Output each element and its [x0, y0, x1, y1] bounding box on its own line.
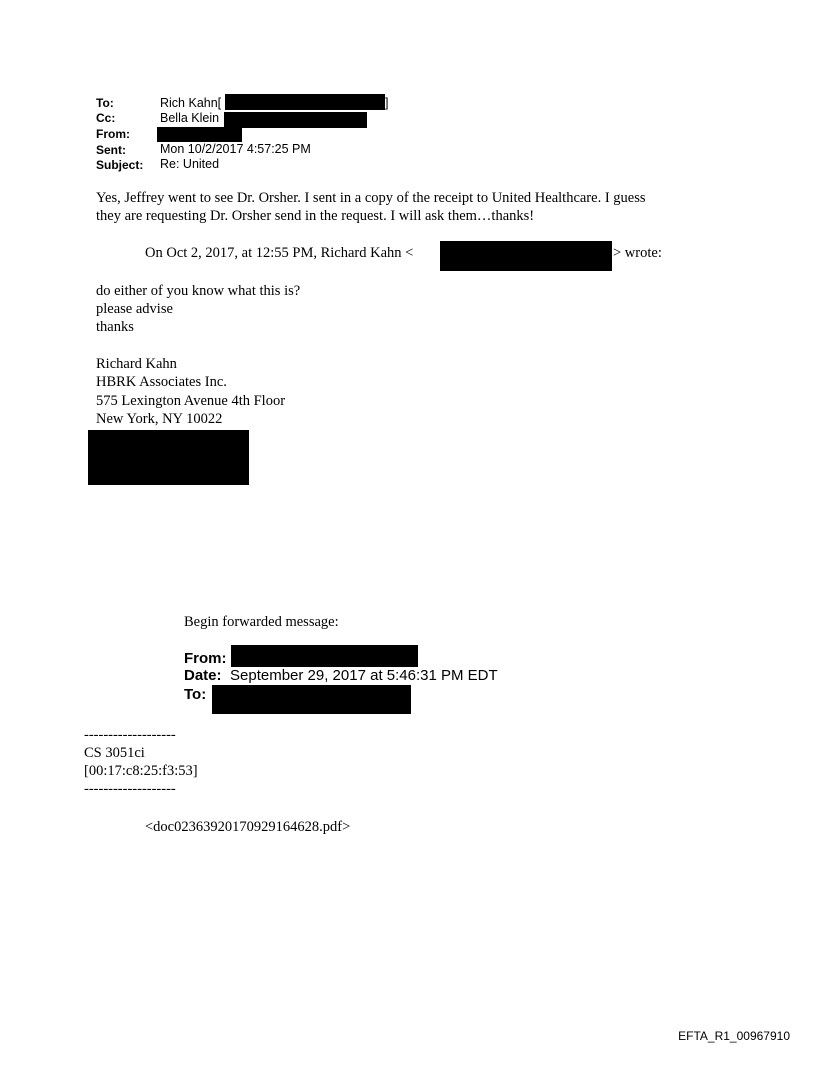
- device-mac: [00:17:c8:25:f3:53]: [84, 763, 198, 779]
- forwarded-from-label: From:: [184, 650, 227, 667]
- redaction-to-email: [225, 94, 385, 110]
- redaction-sender-email: [440, 241, 612, 271]
- bates-number: EFTA_R1_00967910: [678, 1029, 790, 1043]
- attachment-filename[interactable]: <doc02363920170929164628.pdf>: [145, 819, 351, 835]
- quote-intro-suffix: > wrote:: [613, 245, 662, 261]
- forwarded-date-value: September 29, 2017 at 5:46:31 PM EDT: [230, 667, 498, 684]
- signature-company: HBRK Associates Inc.: [96, 374, 227, 390]
- sent-label: Sent:: [96, 143, 126, 157]
- forwarded-date-label: Date:: [184, 667, 222, 684]
- redaction-forwarded-from: [231, 645, 418, 667]
- forwarded-to-label: To:: [184, 686, 207, 703]
- to-value-prefix: Rich Kahn[: [160, 96, 222, 110]
- device-name: CS 3051ci: [84, 745, 145, 761]
- sent-value: Mon 10/2/2017 4:57:25 PM: [160, 142, 311, 156]
- reply-line-1: Yes, Jeffrey went to see Dr. Orsher. I sent in a copy of the receipt to United Healthcare. I guess: [96, 190, 646, 206]
- redaction-cc-email: [224, 112, 367, 128]
- forwarded-intro: Begin forwarded message:: [184, 614, 339, 630]
- quote-intro-prefix: On Oct 2, 2017, at 12:55 PM, Richard Kahn <: [145, 245, 414, 261]
- quoted-line-2: please advise: [96, 301, 173, 317]
- cc-label: Cc:: [96, 111, 116, 125]
- signature-address: 575 Lexington Avenue 4th Floor: [96, 393, 286, 409]
- divider-top: -------------------: [84, 727, 176, 743]
- subject-value: Re: United: [160, 157, 220, 171]
- divider-bottom: -------------------: [84, 781, 176, 797]
- redaction-from: [157, 127, 242, 142]
- signature-name: Richard Kahn: [96, 356, 177, 372]
- to-value-suffix: ]: [385, 96, 389, 110]
- cc-value: Bella Klein: [160, 111, 220, 125]
- reply-line-2: they are requesting Dr. Orsher send in the request. I will ask them…thanks!: [96, 208, 535, 224]
- to-label: To:: [96, 96, 114, 110]
- redaction-signature-contact: [88, 430, 249, 485]
- from-label: From:: [96, 127, 130, 141]
- redaction-forwarded-to: [212, 685, 411, 714]
- quoted-line-3: thanks: [96, 319, 134, 335]
- quoted-line-1: do either of you know what this is?: [96, 283, 301, 299]
- signature-city: New York, NY 10022: [96, 411, 223, 427]
- subject-label: Subject:: [96, 158, 144, 172]
